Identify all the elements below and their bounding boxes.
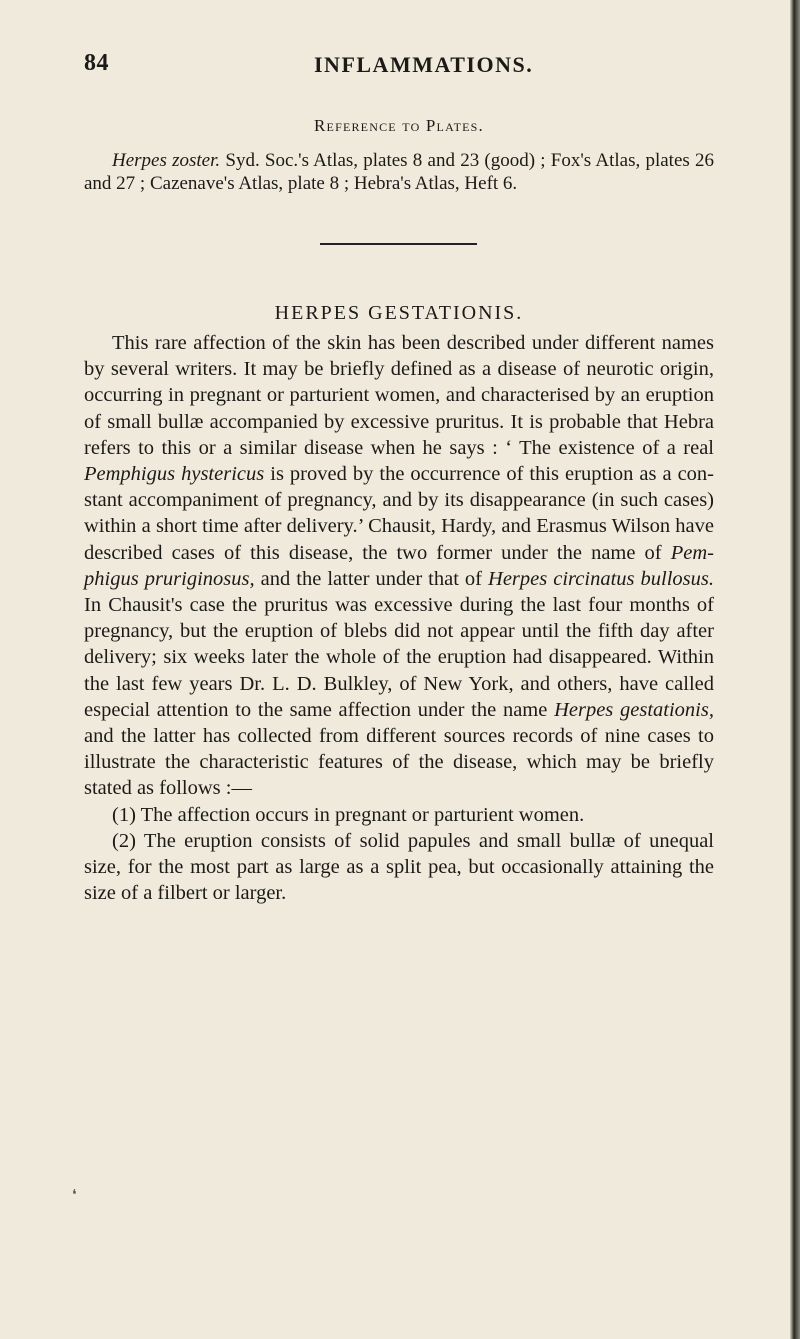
paragraph-1 — [84, 330, 714, 802]
reference-text: Syd. Soc.'s Atlas, plates 8 and 23 (good) ; Fox's Atlas, plates 26 and 27 ; Cazenave's Atlas, plate 8 ; Hebra's Atlas, Heft 6. — [84, 150, 715, 194]
italic-term-herpes-gestationis: Herpes gestationis, — [554, 698, 714, 721]
reference-title: Reference to Plates. — [314, 116, 484, 135]
section-divider — [320, 243, 477, 245]
italic-term-pemphigus-pruriginosus: Pemphigus pruriginosus, — [84, 541, 714, 590]
margin-mark: ❛ — [72, 1188, 77, 1203]
paragraph-1-text-a: This rare affection of the skin has been described under different names by several writers. It may be briefly defined as a disease of neurotic origin, occurring in pregnant or parturient women, and characterised by an eruption of small bullæ accompanied by excessive pruritus. It is probable that Hebra refers to this or a similar disease when he says : ‘ The existence of a real — [84, 332, 714, 459]
italic-term-herpes-circinatus: Herpes circinatus bullosus. — [488, 567, 714, 590]
paragraph-1-text-d: In Chausit's case the pruritus was excessive during the last four months of pregnancy, but the eruption of blebs did not appear until the fifth day after delivery; six weeks later the whole of the eruption had disappeared. Within the last few years Dr. L. D. Bulkley, of New York, and others, have called especial attention to the same affection under the name — [84, 594, 714, 721]
paragraph-3: (2) The eruption consists of solid papules and small bullæ of unequal size, for the most part as large as a split pea, but occasionally attaining the size of a filbert or larger. — [84, 829, 714, 905]
section-title: HERPES GESTATIONIS. — [274, 302, 524, 324]
reference-lead: Herpes zoster. — [112, 150, 221, 171]
paragraph-1-text-b: is proved by the occurrence of this eruption as a constant accompaniment of pregnancy, and by its disappearance (in such cases) within a short time after delivery.’ Chausit, Hardy, and Erasmus Wilson have described cases of this disease, the two former under the name of — [84, 463, 714, 564]
paragraph-1-text-e: and the latter has collected from different sources records of nine cases to illustrate the characteristic features of the disease, which may be briefly stated as follows :— — [84, 725, 714, 800]
section-body — [84, 330, 714, 906]
italic-term-pemphigus-hystericus: Pemphigus hystericus — [84, 463, 265, 486]
running-head: INFLAMMATIONS. — [314, 52, 534, 77]
page-number: 84 — [84, 50, 109, 76]
reference-paragraph — [84, 150, 714, 195]
page-edge-shadow — [790, 0, 800, 1339]
paragraph-1-text-c: and the latter under that of — [254, 567, 489, 590]
paragraph-2: (1) The affection occurs in pregnant or parturient women. — [112, 803, 585, 826]
page-header — [84, 50, 714, 80]
